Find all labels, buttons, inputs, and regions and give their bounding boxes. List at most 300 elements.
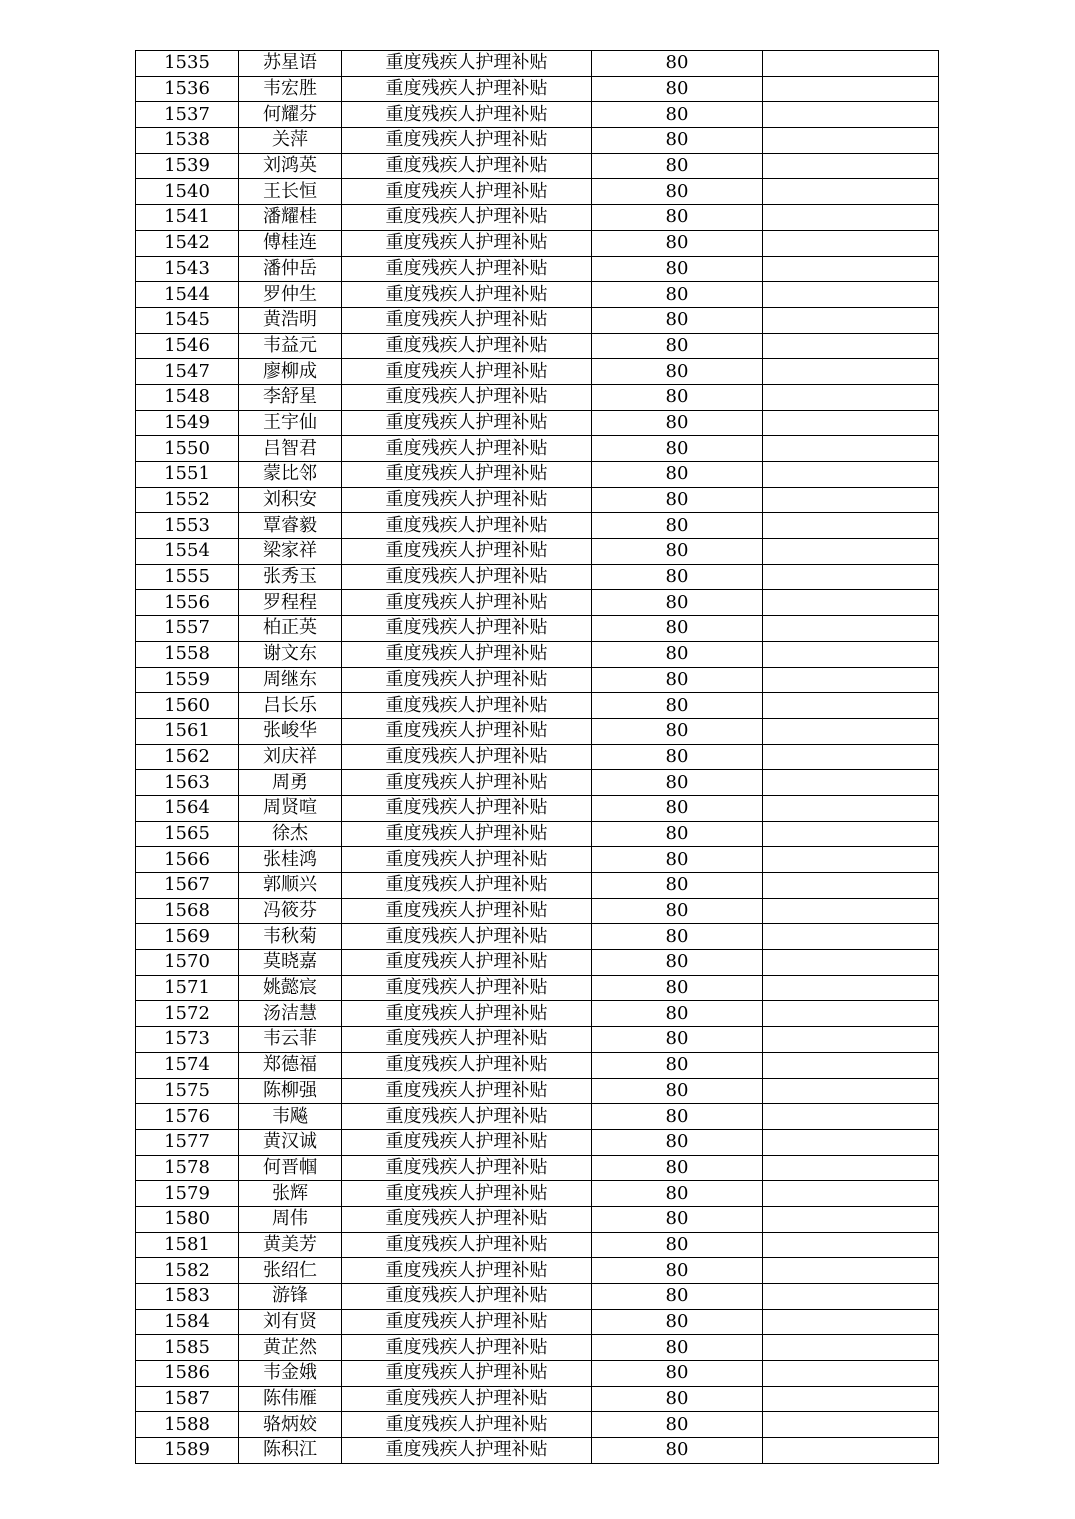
subsidy-type-cell: 重度残疾人护理补贴 — [342, 1181, 592, 1207]
table-row — [136, 590, 939, 616]
table-row — [136, 76, 939, 102]
subsidy-type-cell: 重度残疾人护理补贴 — [342, 1284, 592, 1310]
name-cell: 关萍 — [239, 128, 342, 154]
remarks-cell — [763, 718, 939, 744]
table-row — [136, 616, 939, 642]
name-cell: 张峻华 — [239, 718, 342, 744]
row-number-cell: 1586 — [136, 1361, 239, 1387]
amount-cell: 80 — [592, 924, 763, 950]
remarks-cell — [763, 128, 939, 154]
amount-cell: 80 — [592, 693, 763, 719]
table-row — [136, 307, 939, 333]
amount-cell: 80 — [592, 1232, 763, 1258]
name-cell: 周继东 — [239, 667, 342, 693]
row-number-cell: 1572 — [136, 1001, 239, 1027]
remarks-cell — [763, 744, 939, 770]
amount-cell: 80 — [592, 1284, 763, 1310]
table-row — [136, 821, 939, 847]
remarks-cell — [763, 667, 939, 693]
subsidy-type-cell: 重度残疾人护理补贴 — [342, 975, 592, 1001]
row-number-cell: 1539 — [136, 153, 239, 179]
amount-cell: 80 — [592, 667, 763, 693]
row-number-cell: 1580 — [136, 1206, 239, 1232]
amount-cell: 80 — [592, 641, 763, 667]
subsidy-type-cell: 重度残疾人护理补贴 — [342, 924, 592, 950]
name-cell: 张辉 — [239, 1181, 342, 1207]
table-row — [136, 1155, 939, 1181]
name-cell: 柏正英 — [239, 616, 342, 642]
row-number-cell: 1582 — [136, 1258, 239, 1284]
subsidy-type-cell: 重度残疾人护理补贴 — [342, 1078, 592, 1104]
name-cell: 罗程程 — [239, 590, 342, 616]
remarks-cell — [763, 487, 939, 513]
name-cell: 吕长乐 — [239, 693, 342, 719]
row-number-cell: 1558 — [136, 641, 239, 667]
table-row — [136, 1284, 939, 1310]
subsidy-type-cell: 重度残疾人护理补贴 — [342, 821, 592, 847]
row-number-cell: 1561 — [136, 718, 239, 744]
name-cell: 骆炳姣 — [239, 1412, 342, 1438]
amount-cell: 80 — [592, 1104, 763, 1130]
row-number-cell: 1577 — [136, 1129, 239, 1155]
remarks-cell — [763, 924, 939, 950]
name-cell: 傅桂连 — [239, 230, 342, 256]
remarks-cell — [763, 1104, 939, 1130]
subsidy-type-cell: 重度残疾人护理补贴 — [342, 1104, 592, 1130]
row-number-cell: 1583 — [136, 1284, 239, 1310]
table-row — [136, 1386, 939, 1412]
name-cell: 刘庆祥 — [239, 744, 342, 770]
amount-cell: 80 — [592, 102, 763, 128]
amount-cell: 80 — [592, 1078, 763, 1104]
table-row — [136, 102, 939, 128]
subsidy-type-cell: 重度残疾人护理补贴 — [342, 462, 592, 488]
row-number-cell: 1576 — [136, 1104, 239, 1130]
amount-cell: 80 — [592, 539, 763, 565]
table-row — [136, 1078, 939, 1104]
name-cell: 王宇仙 — [239, 410, 342, 436]
remarks-cell — [763, 1027, 939, 1053]
amount-cell: 80 — [592, 410, 763, 436]
amount-cell: 80 — [592, 76, 763, 102]
amount-cell: 80 — [592, 616, 763, 642]
remarks-cell — [763, 333, 939, 359]
row-number-cell: 1549 — [136, 410, 239, 436]
amount-cell: 80 — [592, 51, 763, 77]
subsidy-type-cell: 重度残疾人护理补贴 — [342, 230, 592, 256]
remarks-cell — [763, 795, 939, 821]
name-cell: 覃睿毅 — [239, 513, 342, 539]
row-number-cell: 1588 — [136, 1412, 239, 1438]
table-row — [136, 847, 939, 873]
name-cell: 黄汉诚 — [239, 1129, 342, 1155]
remarks-cell — [763, 1129, 939, 1155]
row-number-cell: 1564 — [136, 795, 239, 821]
name-cell: 冯筱芬 — [239, 898, 342, 924]
amount-cell: 80 — [592, 333, 763, 359]
table-row — [136, 1129, 939, 1155]
amount-cell: 80 — [592, 1309, 763, 1335]
name-cell: 刘鸿英 — [239, 153, 342, 179]
subsidy-type-cell: 重度残疾人护理补贴 — [342, 487, 592, 513]
remarks-cell — [763, 1412, 939, 1438]
name-cell: 周勇 — [239, 770, 342, 796]
subsidy-type-cell: 重度残疾人护理补贴 — [342, 1335, 592, 1361]
name-cell: 黄芷然 — [239, 1335, 342, 1361]
remarks-cell — [763, 564, 939, 590]
row-number-cell: 1550 — [136, 436, 239, 462]
row-number-cell: 1547 — [136, 359, 239, 385]
table-row — [136, 564, 939, 590]
amount-cell: 80 — [592, 513, 763, 539]
remarks-cell — [763, 1078, 939, 1104]
amount-cell: 80 — [592, 436, 763, 462]
amount-cell: 80 — [592, 718, 763, 744]
subsidy-type-cell: 重度残疾人护理补贴 — [342, 564, 592, 590]
remarks-cell — [763, 1181, 939, 1207]
amount-cell: 80 — [592, 770, 763, 796]
table-row — [136, 1335, 939, 1361]
name-cell: 刘有贤 — [239, 1309, 342, 1335]
subsidy-type-cell: 重度残疾人护理补贴 — [342, 153, 592, 179]
table-row — [136, 1052, 939, 1078]
subsidy-type-cell: 重度残疾人护理补贴 — [342, 1232, 592, 1258]
amount-cell: 80 — [592, 256, 763, 282]
row-number-cell: 1542 — [136, 230, 239, 256]
table-row — [136, 179, 939, 205]
name-cell: 韦飚 — [239, 1104, 342, 1130]
subsidy-type-cell: 重度残疾人护理补贴 — [342, 384, 592, 410]
remarks-cell — [763, 1155, 939, 1181]
name-cell: 郑德福 — [239, 1052, 342, 1078]
remarks-cell — [763, 76, 939, 102]
amount-cell: 80 — [592, 821, 763, 847]
subsidy-type-cell: 重度残疾人护理补贴 — [342, 1206, 592, 1232]
subsidy-type-cell: 重度残疾人护理补贴 — [342, 1027, 592, 1053]
remarks-cell — [763, 179, 939, 205]
amount-cell: 80 — [592, 1361, 763, 1387]
remarks-cell — [763, 513, 939, 539]
table-row — [136, 1361, 939, 1387]
amount-cell: 80 — [592, 1412, 763, 1438]
row-number-cell: 1553 — [136, 513, 239, 539]
row-number-cell: 1544 — [136, 282, 239, 308]
subsidy-table — [135, 50, 939, 1464]
remarks-cell — [763, 1361, 939, 1387]
amount-cell: 80 — [592, 462, 763, 488]
row-number-cell: 1551 — [136, 462, 239, 488]
subsidy-type-cell: 重度残疾人护理补贴 — [342, 1438, 592, 1464]
remarks-cell — [763, 898, 939, 924]
name-cell: 韦金娥 — [239, 1361, 342, 1387]
subsidy-type-cell: 重度残疾人护理补贴 — [342, 539, 592, 565]
subsidy-type-cell: 重度残疾人护理补贴 — [342, 51, 592, 77]
table-row — [136, 1232, 939, 1258]
remarks-cell — [763, 847, 939, 873]
table-row — [136, 1181, 939, 1207]
name-cell: 张秀玉 — [239, 564, 342, 590]
subsidy-type-cell: 重度残疾人护理补贴 — [342, 205, 592, 231]
name-cell: 黄浩明 — [239, 307, 342, 333]
table-row — [136, 462, 939, 488]
amount-cell: 80 — [592, 950, 763, 976]
table-row — [136, 1001, 939, 1027]
remarks-cell — [763, 950, 939, 976]
amount-cell: 80 — [592, 1129, 763, 1155]
subsidy-type-cell: 重度残疾人护理补贴 — [342, 179, 592, 205]
amount-cell: 80 — [592, 153, 763, 179]
table-row — [136, 1258, 939, 1284]
table-row — [136, 693, 939, 719]
table-row — [136, 1309, 939, 1335]
row-number-cell: 1554 — [136, 539, 239, 565]
remarks-cell — [763, 1052, 939, 1078]
name-cell: 郭顺兴 — [239, 873, 342, 899]
subsidy-type-cell: 重度残疾人护理补贴 — [342, 1386, 592, 1412]
name-cell: 周伟 — [239, 1206, 342, 1232]
remarks-cell — [763, 770, 939, 796]
row-number-cell: 1581 — [136, 1232, 239, 1258]
table-row — [136, 744, 939, 770]
row-number-cell: 1557 — [136, 616, 239, 642]
remarks-cell — [763, 1438, 939, 1464]
row-number-cell: 1571 — [136, 975, 239, 1001]
remarks-cell — [763, 1284, 939, 1310]
row-number-cell: 1567 — [136, 873, 239, 899]
amount-cell: 80 — [592, 847, 763, 873]
subsidy-type-cell: 重度残疾人护理补贴 — [342, 873, 592, 899]
amount-cell: 80 — [592, 1335, 763, 1361]
remarks-cell — [763, 975, 939, 1001]
name-cell: 韦宏胜 — [239, 76, 342, 102]
subsidy-type-cell: 重度残疾人护理补贴 — [342, 282, 592, 308]
subsidy-type-cell: 重度残疾人护理补贴 — [342, 1412, 592, 1438]
amount-cell: 80 — [592, 1052, 763, 1078]
amount-cell: 80 — [592, 487, 763, 513]
table-row — [136, 641, 939, 667]
table-body — [136, 51, 939, 1464]
row-number-cell: 1538 — [136, 128, 239, 154]
table-row — [136, 282, 939, 308]
amount-cell: 80 — [592, 975, 763, 1001]
subsidy-type-cell: 重度残疾人护理补贴 — [342, 616, 592, 642]
name-cell: 黄美芳 — [239, 1232, 342, 1258]
row-number-cell: 1573 — [136, 1027, 239, 1053]
amount-cell: 80 — [592, 1181, 763, 1207]
row-number-cell: 1579 — [136, 1181, 239, 1207]
name-cell: 韦益元 — [239, 333, 342, 359]
amount-cell: 80 — [592, 179, 763, 205]
remarks-cell — [763, 102, 939, 128]
subsidy-type-cell: 重度残疾人护理补贴 — [342, 1258, 592, 1284]
remarks-cell — [763, 256, 939, 282]
subsidy-type-cell: 重度残疾人护理补贴 — [342, 667, 592, 693]
name-cell: 莫晓嘉 — [239, 950, 342, 976]
name-cell: 陈伟雁 — [239, 1386, 342, 1412]
subsidy-type-cell: 重度残疾人护理补贴 — [342, 102, 592, 128]
amount-cell: 80 — [592, 564, 763, 590]
subsidy-type-cell: 重度残疾人护理补贴 — [342, 898, 592, 924]
remarks-cell — [763, 384, 939, 410]
row-number-cell: 1562 — [136, 744, 239, 770]
table-row — [136, 770, 939, 796]
name-cell: 蒙比邻 — [239, 462, 342, 488]
table-row — [136, 410, 939, 436]
name-cell: 梁家祥 — [239, 539, 342, 565]
amount-cell: 80 — [592, 590, 763, 616]
amount-cell: 80 — [592, 744, 763, 770]
remarks-cell — [763, 462, 939, 488]
row-number-cell: 1575 — [136, 1078, 239, 1104]
name-cell: 周贤喧 — [239, 795, 342, 821]
table-row — [136, 1412, 939, 1438]
remarks-cell — [763, 590, 939, 616]
row-number-cell: 1555 — [136, 564, 239, 590]
subsidy-type-cell: 重度残疾人护理补贴 — [342, 1361, 592, 1387]
name-cell: 潘耀桂 — [239, 205, 342, 231]
table-row — [136, 539, 939, 565]
subsidy-type-cell: 重度残疾人护理补贴 — [342, 847, 592, 873]
row-number-cell: 1537 — [136, 102, 239, 128]
name-cell: 姚懿宸 — [239, 975, 342, 1001]
amount-cell: 80 — [592, 1438, 763, 1464]
subsidy-type-cell: 重度残疾人护理补贴 — [342, 718, 592, 744]
subsidy-type-cell: 重度残疾人护理补贴 — [342, 1309, 592, 1335]
name-cell: 游锋 — [239, 1284, 342, 1310]
table-row — [136, 924, 939, 950]
subsidy-type-cell: 重度残疾人护理补贴 — [342, 256, 592, 282]
table-row — [136, 384, 939, 410]
name-cell: 何耀芬 — [239, 102, 342, 128]
row-number-cell: 1545 — [136, 307, 239, 333]
amount-cell: 80 — [592, 205, 763, 231]
table-row — [136, 230, 939, 256]
remarks-cell — [763, 230, 939, 256]
name-cell: 罗仲生 — [239, 282, 342, 308]
remarks-cell — [763, 1206, 939, 1232]
subsidy-type-cell: 重度残疾人护理补贴 — [342, 590, 592, 616]
row-number-cell: 1548 — [136, 384, 239, 410]
subsidy-type-cell: 重度残疾人护理补贴 — [342, 1001, 592, 1027]
name-cell: 韦云菲 — [239, 1027, 342, 1053]
amount-cell: 80 — [592, 1258, 763, 1284]
row-number-cell: 1535 — [136, 51, 239, 77]
table-row — [136, 153, 939, 179]
subsidy-type-cell: 重度残疾人护理补贴 — [342, 770, 592, 796]
remarks-cell — [763, 410, 939, 436]
table-row — [136, 718, 939, 744]
subsidy-type-cell: 重度残疾人护理补贴 — [342, 410, 592, 436]
table-row — [136, 205, 939, 231]
table-row — [136, 1438, 939, 1464]
row-number-cell: 1543 — [136, 256, 239, 282]
name-cell: 王长恒 — [239, 179, 342, 205]
name-cell: 陈积江 — [239, 1438, 342, 1464]
table-row — [136, 795, 939, 821]
subsidy-type-cell: 重度残疾人护理补贴 — [342, 641, 592, 667]
table-row — [136, 128, 939, 154]
subsidy-type-cell: 重度残疾人护理补贴 — [342, 359, 592, 385]
remarks-cell — [763, 436, 939, 462]
row-number-cell: 1568 — [136, 898, 239, 924]
remarks-cell — [763, 641, 939, 667]
subsidy-type-cell: 重度残疾人护理补贴 — [342, 333, 592, 359]
name-cell: 张绍仁 — [239, 1258, 342, 1284]
remarks-cell — [763, 1386, 939, 1412]
name-cell: 刘积安 — [239, 487, 342, 513]
remarks-cell — [763, 821, 939, 847]
amount-cell: 80 — [592, 1206, 763, 1232]
amount-cell: 80 — [592, 1386, 763, 1412]
row-number-cell: 1541 — [136, 205, 239, 231]
remarks-cell — [763, 51, 939, 77]
name-cell: 廖柳成 — [239, 359, 342, 385]
name-cell: 苏星语 — [239, 51, 342, 77]
table-row — [136, 1027, 939, 1053]
name-cell: 李舒星 — [239, 384, 342, 410]
row-number-cell: 1560 — [136, 693, 239, 719]
amount-cell: 80 — [592, 384, 763, 410]
amount-cell: 80 — [592, 795, 763, 821]
name-cell: 吕智君 — [239, 436, 342, 462]
amount-cell: 80 — [592, 282, 763, 308]
subsidy-type-cell: 重度残疾人护理补贴 — [342, 744, 592, 770]
table-row — [136, 1104, 939, 1130]
subsidy-type-cell: 重度残疾人护理补贴 — [342, 795, 592, 821]
table-row — [136, 873, 939, 899]
table-row — [136, 1206, 939, 1232]
table-row — [136, 513, 939, 539]
amount-cell: 80 — [592, 307, 763, 333]
table-row — [136, 51, 939, 77]
remarks-cell — [763, 1001, 939, 1027]
row-number-cell: 1587 — [136, 1386, 239, 1412]
remarks-cell — [763, 616, 939, 642]
name-cell: 潘仲岳 — [239, 256, 342, 282]
name-cell: 韦秋菊 — [239, 924, 342, 950]
subsidy-type-cell: 重度残疾人护理补贴 — [342, 1052, 592, 1078]
table-row — [136, 975, 939, 1001]
subsidy-type-cell: 重度残疾人护理补贴 — [342, 950, 592, 976]
amount-cell: 80 — [592, 1155, 763, 1181]
amount-cell: 80 — [592, 1027, 763, 1053]
table-row — [136, 359, 939, 385]
name-cell: 张桂鸿 — [239, 847, 342, 873]
remarks-cell — [763, 1232, 939, 1258]
name-cell: 徐杰 — [239, 821, 342, 847]
row-number-cell: 1552 — [136, 487, 239, 513]
row-number-cell: 1578 — [136, 1155, 239, 1181]
amount-cell: 80 — [592, 359, 763, 385]
subsidy-type-cell: 重度残疾人护理补贴 — [342, 693, 592, 719]
amount-cell: 80 — [592, 1001, 763, 1027]
row-number-cell: 1536 — [136, 76, 239, 102]
row-number-cell: 1570 — [136, 950, 239, 976]
row-number-cell: 1566 — [136, 847, 239, 873]
remarks-cell — [763, 153, 939, 179]
table-row — [136, 333, 939, 359]
row-number-cell: 1563 — [136, 770, 239, 796]
name-cell: 何晋帼 — [239, 1155, 342, 1181]
table-row — [136, 256, 939, 282]
row-number-cell: 1565 — [136, 821, 239, 847]
subsidy-type-cell: 重度残疾人护理补贴 — [342, 436, 592, 462]
table-row — [136, 898, 939, 924]
subsidy-type-cell: 重度残疾人护理补贴 — [342, 1129, 592, 1155]
table-row — [136, 667, 939, 693]
remarks-cell — [763, 359, 939, 385]
row-number-cell: 1584 — [136, 1309, 239, 1335]
